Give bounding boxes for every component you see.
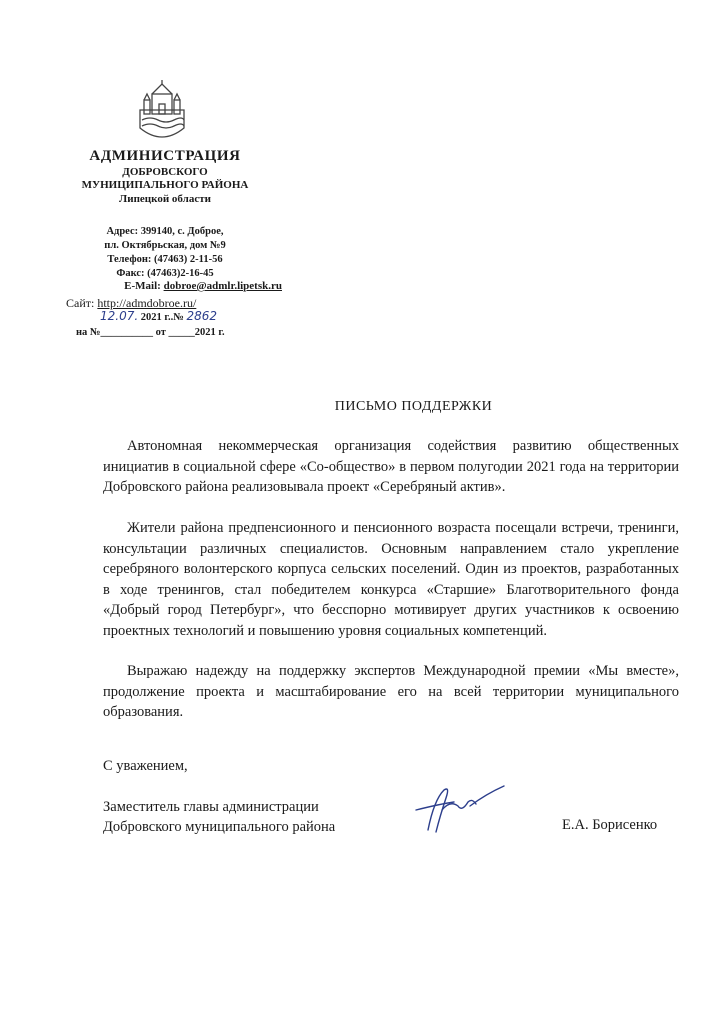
org-region: Липецкой области	[119, 193, 211, 205]
address-line: Адрес: 399140, с. Доброе,	[106, 226, 224, 237]
org-header	[60, 146, 270, 206]
address-line: пл. Октябрьская, дом №9	[104, 240, 226, 251]
signer-name: Е.А. Борисенко	[562, 817, 658, 833]
phone-line: Телефон: (47463) 2-11-56	[107, 254, 223, 265]
fax-line: Факс: (47463)2-16-45	[116, 268, 214, 279]
reg-date: 12.07.	[100, 309, 139, 323]
coat-of-arms-icon	[130, 80, 194, 144]
handwritten-signature-icon	[410, 780, 510, 840]
position-line-1: Заместитель главы администрации	[103, 799, 319, 815]
paragraph-3: Выражаю надежду на поддержку экспертов Международной премии «Мы вместе», продолжение проекта и масштабирование его на всей территории муниципального образования.	[103, 663, 679, 720]
paragraph-2: Жители района предпенсионного и пенсионного возраста посещали встречи, тренинги, консультации различных специалистов. Основным направлением стало укрепление серебряного волонтерского корпуса сельских поселений. Один из проектов, разработанных в ходе тренингов, стал победителем конкурса «Старшие» Благотворительного фонда «Добрый город Петербург», что бесспорно мотивирует других участников к освоению проектных технологий и повышению уровня социальных компетенций.	[103, 520, 679, 639]
regards: С уважением,	[103, 758, 188, 774]
org-title: АДМИНИСТРАЦИЯ	[89, 148, 241, 164]
site-label: Сайт:	[66, 296, 98, 310]
paragraph-1: Автономная некоммерческая организация содействия развитию общественных инициатив в социальной сфере «Со-общество» в первом полугодии 2021 года на территории Добровского района реализовывала проект «Серебряный актив».	[103, 438, 679, 495]
org-sub-2: МУНИЦИПАЛЬНОГО РАЙОНА	[81, 179, 249, 191]
email-link[interactable]: dobroe@admlr.lipetsk.ru	[163, 280, 282, 292]
reply-line: на №__________ от _____2021 г.	[76, 327, 225, 338]
signer-position	[103, 797, 335, 837]
registration-line	[100, 309, 217, 323]
email-label: E-Mail:	[124, 280, 164, 292]
letter-title: ПИСЬМО ПОДДЕРЖКИ	[334, 399, 493, 414]
org-sub-1: ДОБРОВСКОГО	[122, 166, 208, 178]
reg-year: 2021 г..№	[138, 312, 187, 323]
reg-number: 2862	[186, 309, 217, 323]
site-link[interactable]: http://admdobroe.ru/	[97, 296, 197, 310]
email-line	[62, 280, 282, 292]
address-block	[60, 225, 270, 281]
position-line-2: Добровского муниципального района	[103, 819, 336, 835]
